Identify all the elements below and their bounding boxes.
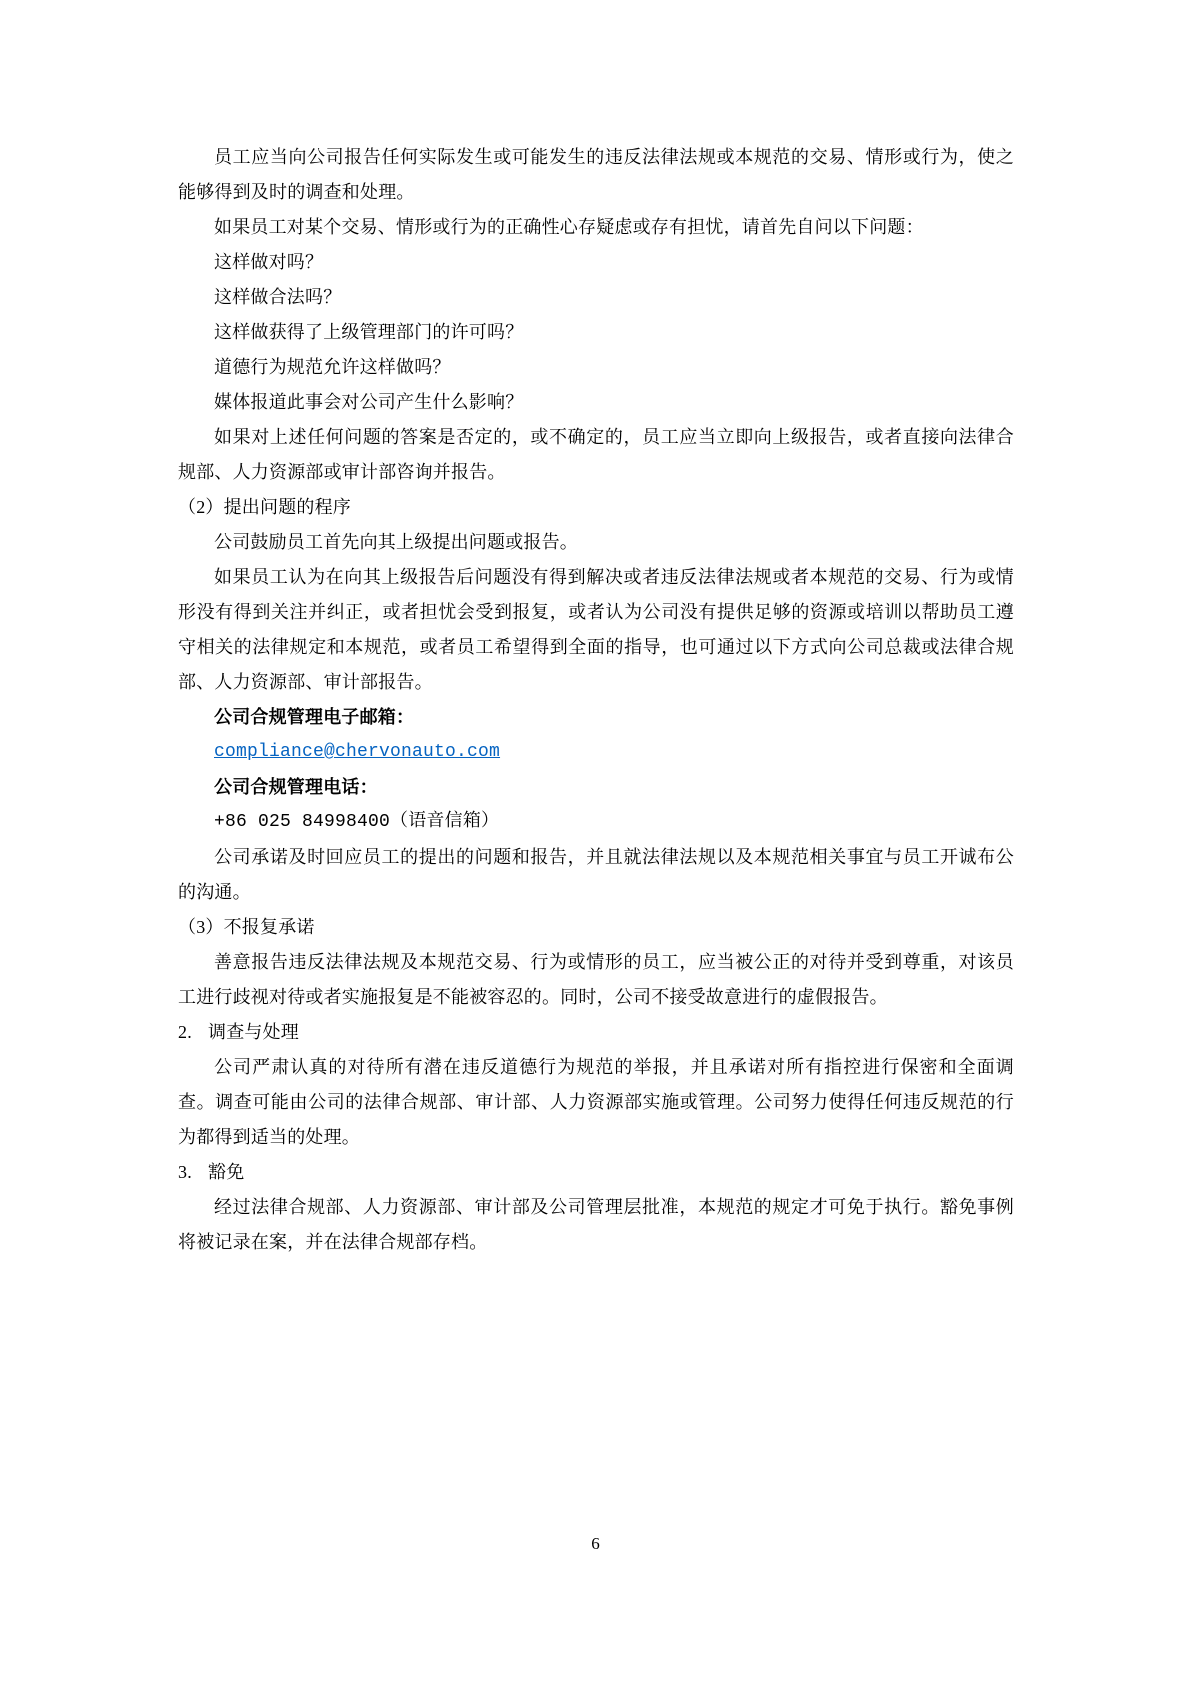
self-check-question: 这样做合法吗？	[214, 287, 342, 307]
self-check-question: 媒体报道此事会对公司产生什么影响？	[214, 392, 524, 412]
paragraph: 公司严肃认真的对待所有潜在违反道德行为规范的举报，并且承诺对所有指控进行保密和全面调查。调查可能由公司的法律合规部、审计部、人力资源部实施或管理。公司努力使得任何违反规范的行为都得到适当的处理。	[178, 1057, 1014, 1147]
list-number: 3.	[178, 1162, 192, 1182]
list-heading-text: 调查与处理	[208, 1022, 299, 1042]
compliance-phone-label: 公司合规管理电话：	[214, 777, 378, 797]
self-check-question: 道德行为规范允许这样做吗？	[214, 357, 451, 377]
numbered-heading-waiver	[178, 1155, 1014, 1190]
section-heading-procedure: （2）提出问题的程序	[178, 497, 351, 517]
paragraph: 员工应当向公司报告任何实际发生或可能发生的违反法律法规或本规范的交易、情形或行为，使之能够得到及时的调查和处理。	[178, 147, 1014, 202]
paragraph: 如果员工对某个交易、情形或行为的正确性心存疑虑或存有担忧，请首先自问以下问题：	[214, 217, 924, 237]
compliance-email-label: 公司合规管理电子邮箱：	[214, 707, 415, 727]
numbered-heading-investigation	[178, 1015, 1014, 1050]
paragraph: 公司承诺及时回应员工的提出的问题和报告，并且就法律法规以及本规范相关事宜与员工开诚布公的沟通。	[178, 847, 1014, 902]
page-number: 6	[591, 1534, 600, 1553]
paragraph: 公司鼓励员工首先向其上级提出问题或报告。	[214, 532, 578, 552]
list-heading-text: 豁免	[208, 1162, 245, 1182]
compliance-email-link[interactable]: compliance@chervonauto.com	[214, 742, 501, 762]
document-body	[178, 140, 1014, 1260]
paragraph: 经过法律合规部、人力资源部、审计部及公司管理层批准，本规范的规定才可免于执行。豁免事例将被记录在案，并在法律合规部存档。	[178, 1197, 1014, 1252]
self-check-question: 这样做获得了上级管理部门的许可吗？	[214, 322, 524, 342]
paragraph: 如果员工认为在向其上级报告后问题没有得到解决或者违反法律法规或者本规范的交易、行为或情形没有得到关注并纠正，或者担忧会受到报复，或者认为公司没有提供足够的资源或培训以帮助员工遵守相关的法律规定和本规范，或者员工希望得到全面的指导，也可通过以下方式向公司总裁或法律合规部、人力资源部、审计部报告。	[178, 567, 1014, 692]
compliance-phone-number: +86 025 84998400（语音信箱）	[214, 812, 500, 832]
paragraph: 如果对上述任何问题的答案是否定的，或不确定的，员工应当立即向上级报告，或者直接向法律合规部、人力资源部或审计部咨询并报告。	[178, 427, 1014, 482]
compliance-email-line	[178, 735, 1014, 770]
paragraph: 善意报告违反法律法规及本规范交易、行为或情形的员工，应当被公正的对待并受到尊重，对该员工进行歧视对待或者实施报复是不能被容忍的。同时，公司不接受故意进行的虚假报告。	[178, 952, 1014, 1007]
section-heading-non-retaliation: （3）不报复承诺	[178, 917, 315, 937]
list-number: 2.	[178, 1022, 192, 1042]
self-check-question: 这样做对吗？	[214, 252, 324, 272]
